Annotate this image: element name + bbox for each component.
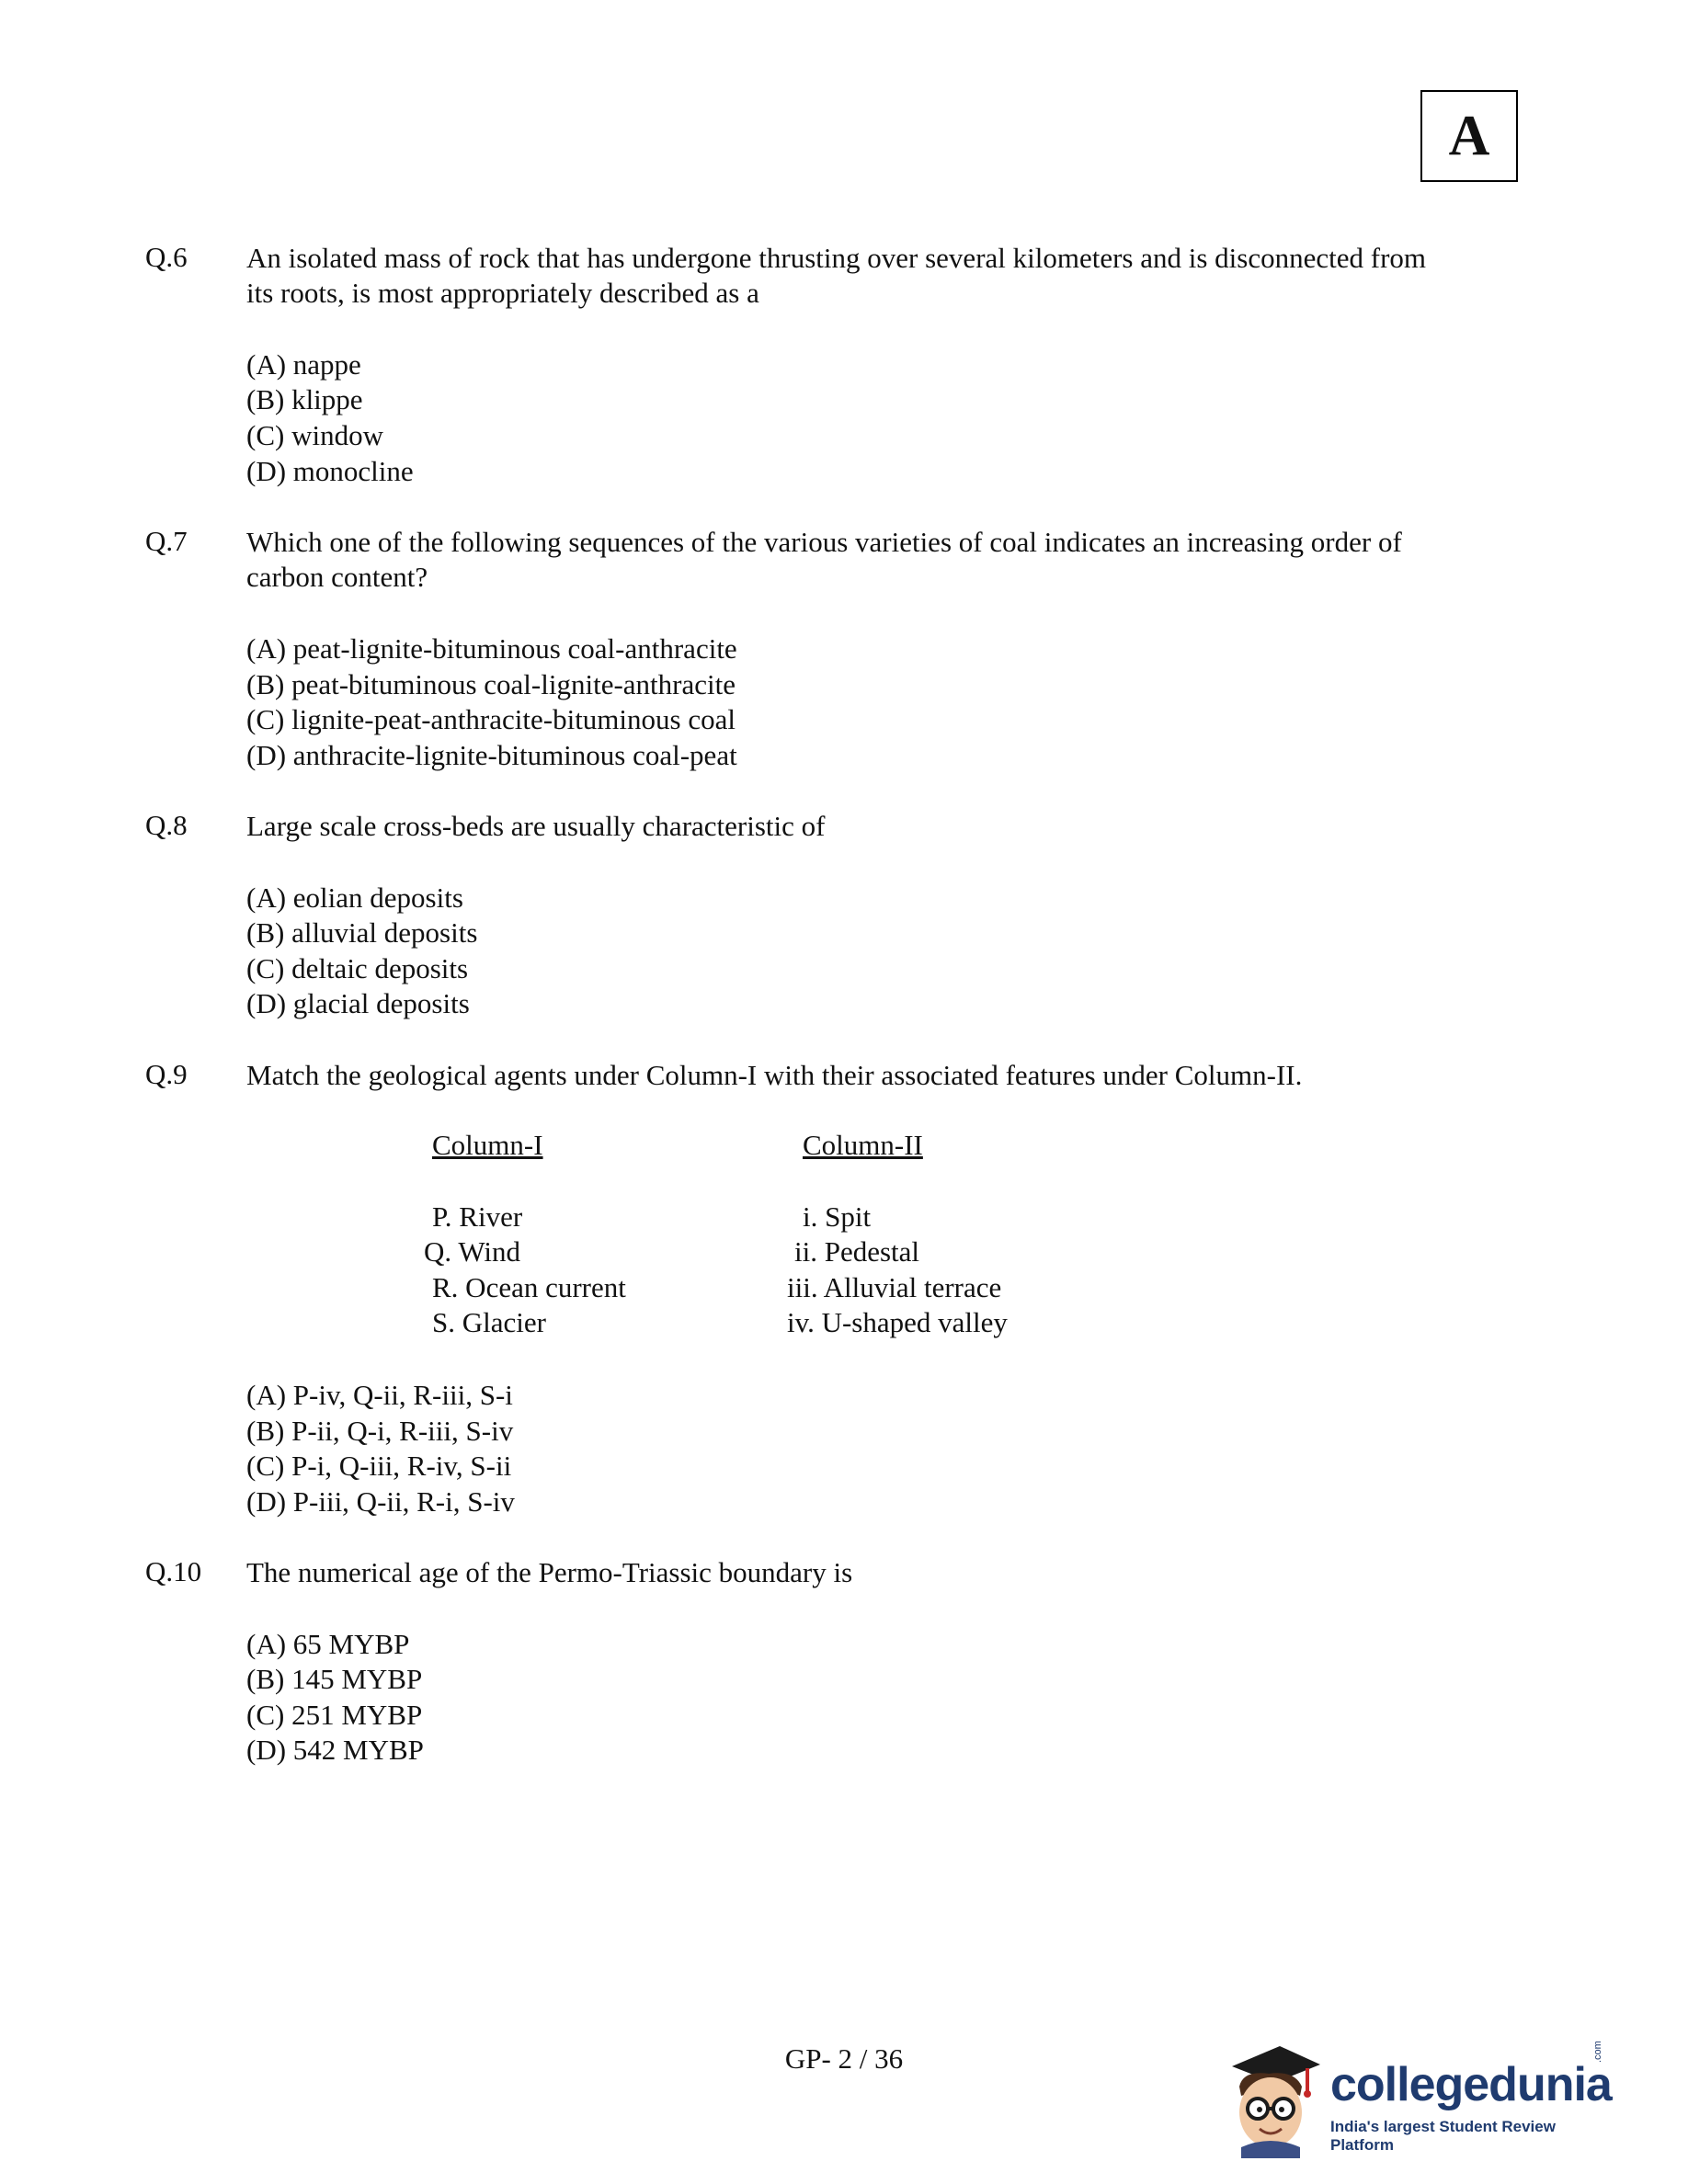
question-number: Q.6 (145, 241, 188, 273)
question-number: Q.10 (145, 1555, 202, 1587)
logo-suffix: .com (1592, 2041, 1603, 2063)
option-b: (B) alluvial deposits (246, 916, 478, 949)
question-number: Q.9 (145, 1058, 188, 1090)
question-text: Match the geological agents under Column-I with their associated features under Column-II. (246, 1059, 1303, 1091)
column-2-item: ii. Pedestal (794, 1235, 920, 1268)
column-1-item: P. River (432, 1200, 523, 1233)
logo-wordmark: collegedunia (1330, 2058, 1612, 2111)
question-text: An isolated mass of rock that has undergone thrusting over several kilometers and is disconnected from its roots, is most appropriately described as a (246, 242, 1427, 309)
question-number: Q.7 (145, 525, 188, 557)
option-c: (C) P-i, Q-iii, R-iv, S-ii (246, 1450, 512, 1482)
option-c: (C) deltaic deposits (246, 952, 469, 984)
student-mascot-icon (1223, 2039, 1324, 2158)
column-1-item: R. Ocean current (432, 1271, 626, 1303)
option-c: (C) lignite-peat-anthracite-bituminous coal (246, 703, 736, 735)
set-label-box (1420, 90, 1518, 182)
option-d: (D) P-iii, Q-ii, R-i, S-iv (246, 1485, 515, 1518)
collegedunia-logo (1223, 2039, 1612, 2158)
option-a: (A) peat-lignite-bituminous coal-anthracite (246, 632, 737, 665)
page-number: GP- 2 / 36 (784, 2042, 904, 2075)
option-b: (B) peat-bituminous coal-lignite-anthracite (246, 668, 736, 700)
question-text: Which one of the following sequences of the various varieties of coal indicates an increasing order of carbon content? (246, 526, 1402, 593)
column-2-item: iv. U-shaped valley (787, 1306, 1008, 1338)
column-2-item: iii. Alluvial terrace (787, 1271, 1002, 1303)
column-1-heading: Column-I (432, 1129, 543, 1161)
option-d: (D) anthracite-lignite-bituminous coal-peat (246, 739, 737, 771)
column-2-heading: Column-II (803, 1129, 923, 1161)
option-a: (A) 65 MYBP (246, 1628, 410, 1660)
option-d: (D) 542 MYBP (246, 1734, 424, 1766)
option-a: (A) P-iv, Q-ii, R-iii, S-i (246, 1379, 513, 1411)
option-c: (C) 251 MYBP (246, 1699, 423, 1731)
question-number: Q.8 (145, 809, 188, 841)
question-text: Large scale cross-beds are usually characteristic of (246, 810, 826, 842)
set-label: A (1448, 104, 1490, 167)
column-1-item: S. Glacier (432, 1306, 546, 1338)
option-b: (B) P-ii, Q-i, R-iii, S-iv (246, 1415, 514, 1447)
option-a: (A) eolian deposits (246, 882, 463, 914)
option-c: (C) window (246, 419, 383, 451)
option-b: (B) klippe (246, 383, 363, 415)
option-a: (A) nappe (246, 348, 361, 381)
column-2-item: i. Spit (803, 1200, 872, 1233)
question-text: The numerical age of the Permo-Triassic boundary is (246, 1556, 853, 1588)
option-b: (B) 145 MYBP (246, 1663, 423, 1695)
option-d: (D) glacial deposits (246, 987, 470, 1019)
column-1-item: Q. Wind (424, 1235, 520, 1268)
logo-tagline: India's largest Student Review Platform (1330, 2118, 1556, 2154)
option-d: (D) monocline (246, 455, 414, 487)
